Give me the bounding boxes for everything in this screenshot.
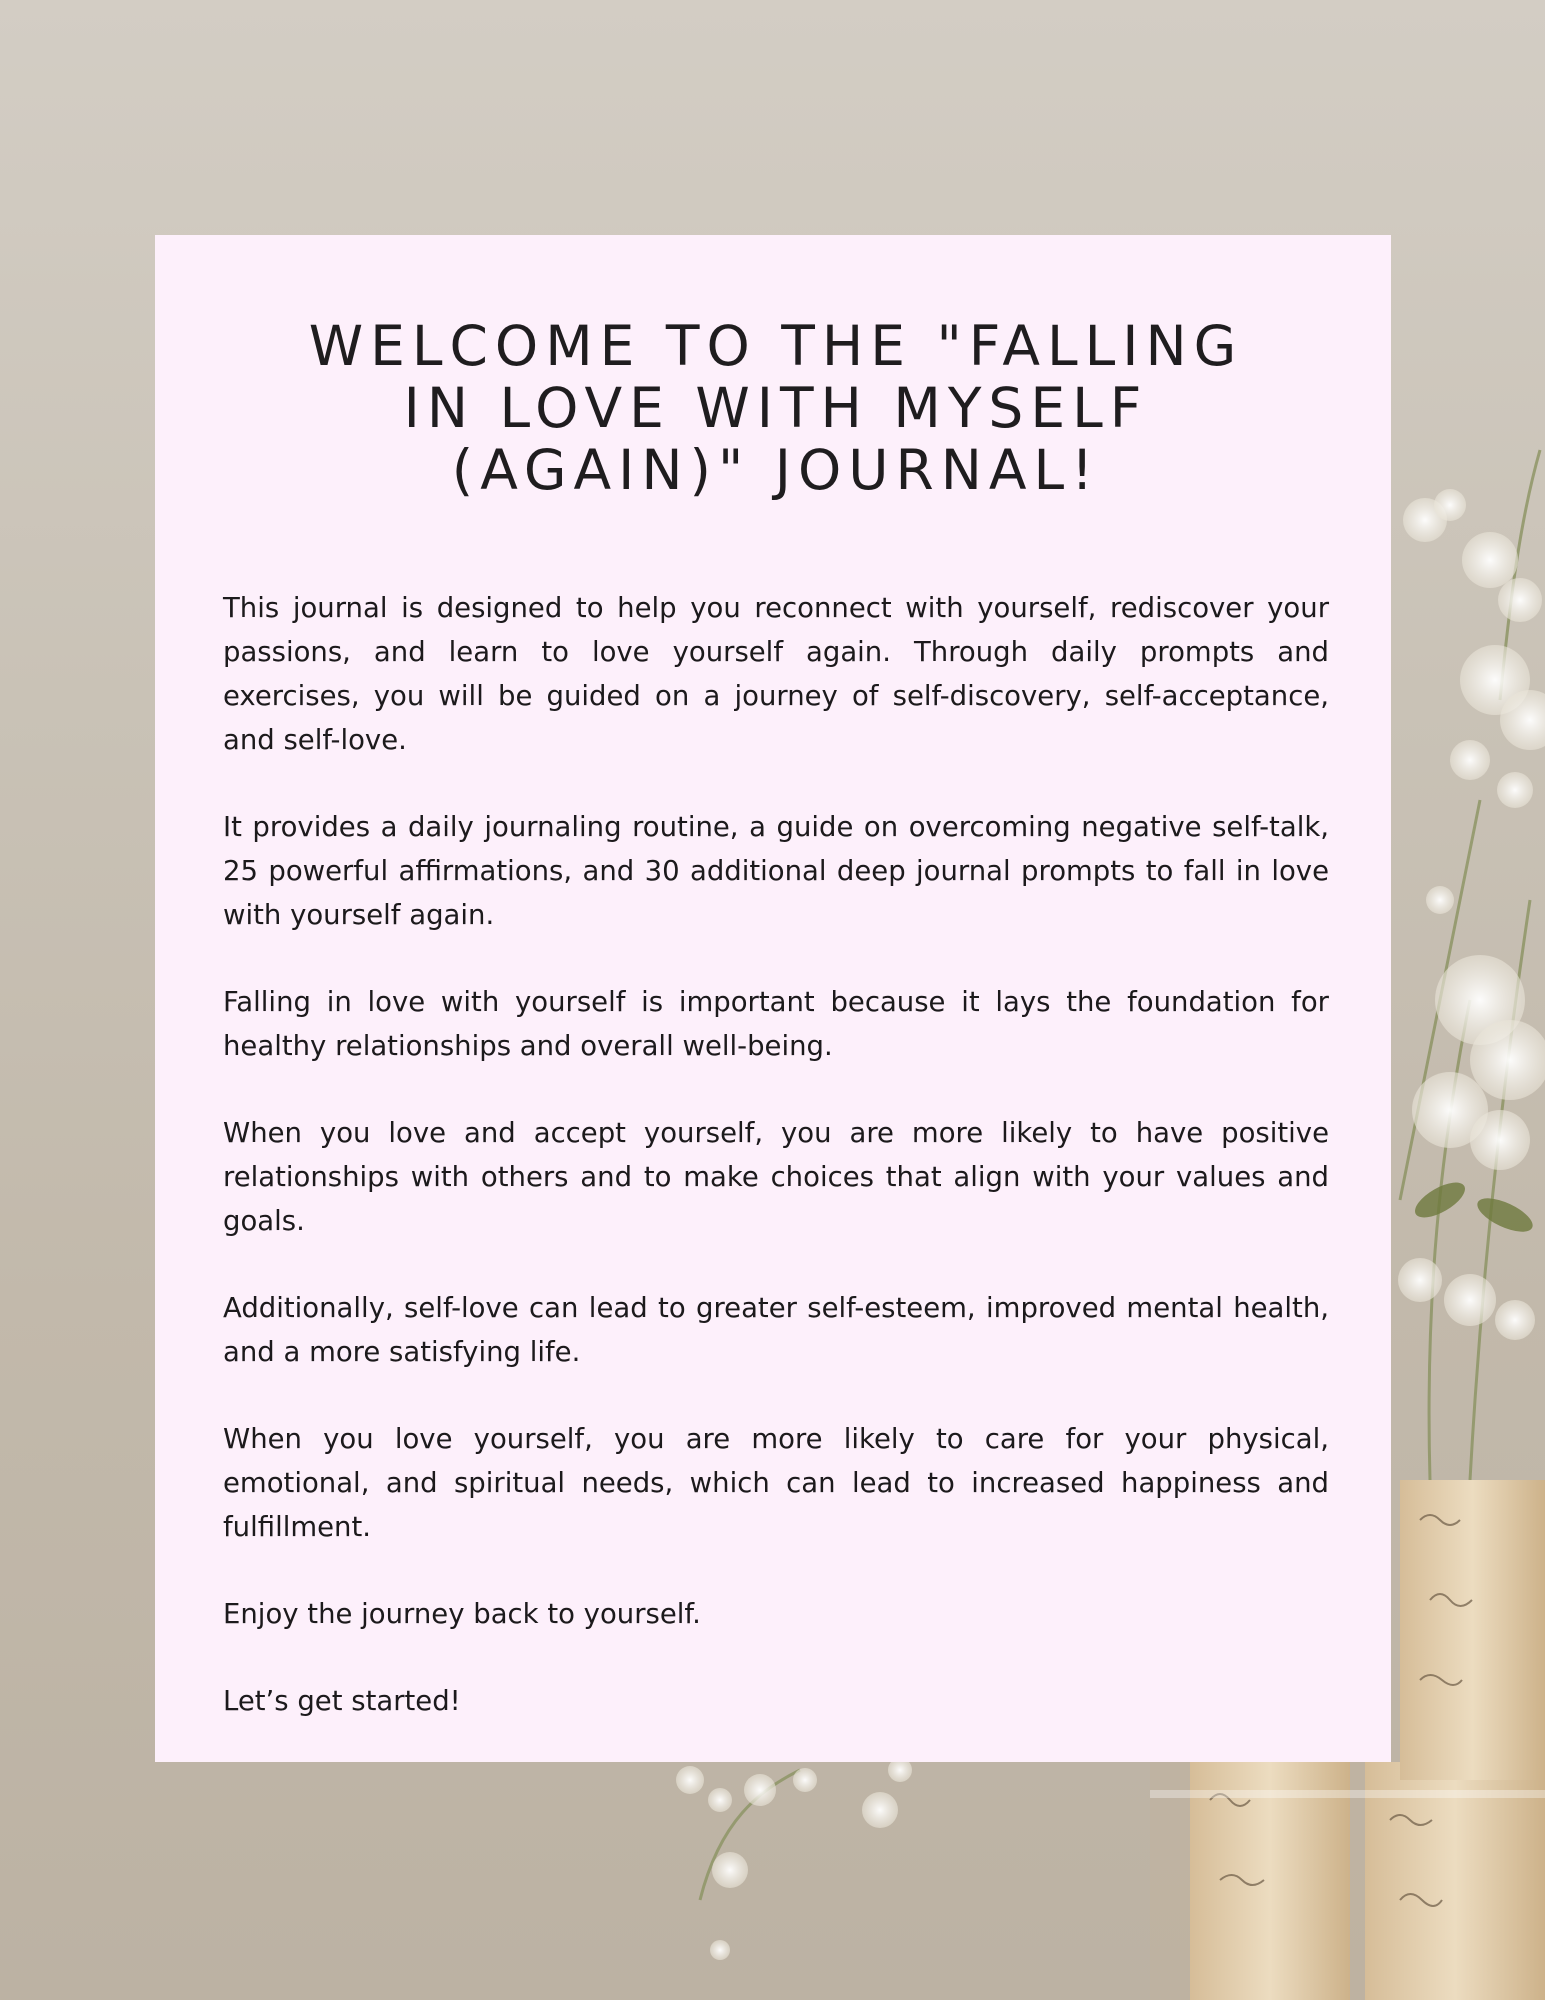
paragraph-start: Let’s get started! — [223, 1685, 461, 1717]
paragraph-intro: This journal is designed to help you reconnect with yourself, rediscover your passions, and learn to love yourself again. Through daily prompts and exercises, you will be guided on a journey of self-discovery, self-acceptance, and self-love. — [223, 592, 1329, 756]
paragraph-importance: Falling in love with yourself is important because it lays the foundation for healthy relationships and overall well-being. — [223, 986, 1329, 1062]
paragraph-enjoy: Enjoy the journey back to yourself. — [223, 1598, 701, 1630]
paragraph-contents: It provides a daily journaling routine, a guide on overcoming negative self-talk, 25 powerful affirmations, and 30 additional deep journal prompts to fall in love with yourself again. — [223, 811, 1329, 931]
paragraph-relationships: When you love and accept yourself, you are more likely to have positive relationships with others and to make choices that align with your values and goals. — [223, 1117, 1329, 1237]
paragraph-care: When you love yourself, you are more likely to care for your physical, emotional, and spiritual needs, which can lead to increased happiness and fulfillment. — [223, 1423, 1329, 1543]
page-title: WELCOME TO THE "FALLING IN LOVE WITH MYSELF (AGAIN)" JOURNAL! — [308, 314, 1244, 502]
body-text — [223, 586, 1329, 1723]
paragraph-benefits: Additionally, self-love can lead to greater self-esteem, improved mental health, and a more satisfying life. — [223, 1292, 1329, 1368]
welcome-card — [155, 235, 1391, 1762]
